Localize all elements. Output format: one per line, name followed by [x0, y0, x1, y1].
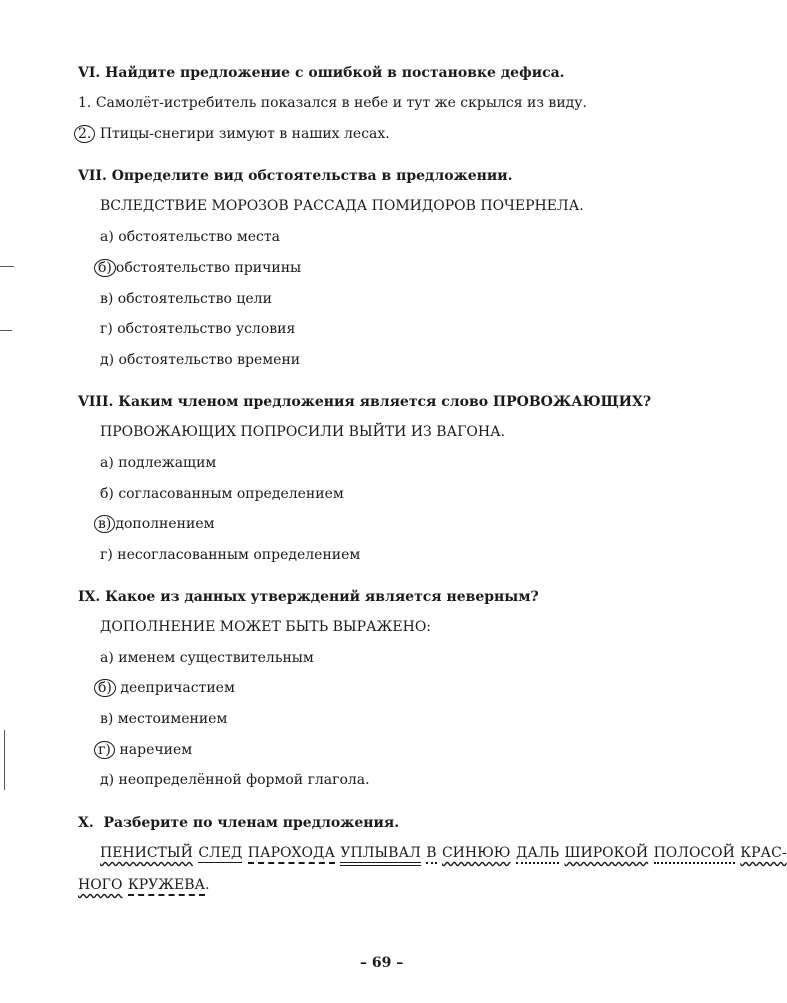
- answer-circle-mark: в): [94, 515, 115, 533]
- section-question: Каким членом предложения является слово ПРОВОЖАЮЩИХ?: [118, 394, 652, 410]
- section-number: VIII.: [78, 394, 114, 410]
- option: б) согласованным определением: [100, 486, 344, 502]
- parsed-sentence-line-1: [100, 844, 787, 862]
- section-question: Какое из данных утверждений является неверным?: [105, 589, 539, 605]
- section-number: IX.: [78, 589, 101, 605]
- attribute-word: КРАС-: [740, 845, 787, 861]
- option: в) обстоятельство цели: [100, 291, 272, 307]
- option: а) подлежащим: [100, 455, 217, 471]
- option: а) обстоятельство места: [100, 229, 280, 245]
- option: в) местоимением: [100, 711, 228, 727]
- adverbial-word: ПОЛОСОЙ: [654, 845, 735, 864]
- margin-tick: [0, 330, 12, 331]
- option-selected: б) обстоятельство причины: [94, 259, 301, 277]
- option-selected: б) деепричастием: [94, 679, 235, 697]
- section-number: X.: [78, 815, 94, 831]
- answer-circle-mark: г): [94, 741, 115, 759]
- section-number: VII.: [78, 168, 107, 184]
- example-sentence: ВСЛЕДСТВИЕ МОРОЗОВ РАССАДА ПОМИДОРОВ ПОЧЕРНЕЛА.: [100, 198, 584, 214]
- adverbial-word: ДАЛЬ: [516, 845, 559, 864]
- predicate-word: УПЛЫВАЛ: [340, 845, 420, 866]
- page-number: – 69 –: [360, 955, 404, 971]
- margin-bar: [4, 730, 5, 790]
- subject-word: СЛЕД: [198, 845, 243, 861]
- option: д) неопределённой формой глагола.: [100, 772, 370, 788]
- option: д) обстоятельство времени: [100, 352, 301, 368]
- answer-item: 1. Самолёт-истребитель показался в небе и тут же скрылся из виду.: [78, 95, 587, 111]
- option-selected: в) дополнением: [94, 515, 215, 533]
- example-sentence: ДОПОЛНЕНИЕ МОЖЕТ БЫТЬ ВЫРАЖЕНО:: [100, 619, 432, 635]
- section-7-title: [78, 167, 513, 185]
- attribute-word: ПЕНИСТЫЙ: [100, 845, 193, 861]
- section-question: Найдите предложение с ошибкой в постановке дефиса.: [105, 65, 565, 81]
- example-sentence: ПРОВОЖАЮЩИХ ПОПРОСИЛИ ВЫЙТИ ИЗ ВАГОНА.: [100, 424, 506, 440]
- attribute-word: СИНЮЮ: [441, 845, 511, 861]
- option: г) несогласованным определением: [100, 547, 361, 563]
- answer-circle-mark: б): [94, 679, 116, 697]
- attribute-word: ШИРОКОЙ: [564, 845, 649, 861]
- attribute-word: ПАРОХОДА: [248, 845, 335, 864]
- option-selected: г) наречием: [94, 741, 192, 759]
- margin-tick: [0, 266, 14, 267]
- attribute-word: НОГО: [78, 877, 123, 893]
- option: а) именем существительным: [100, 650, 314, 666]
- section-8-title: [78, 393, 651, 411]
- parsed-sentence-line-2: НОГО КРУЖЕВА.: [78, 876, 210, 894]
- section-question: Определите вид обстоятельства в предложении.: [111, 168, 513, 184]
- section-10-title: [78, 814, 399, 832]
- option: г) обстоятельство условия: [100, 321, 296, 337]
- adverbial-word: В: [426, 845, 436, 864]
- attribute-word: КРУЖЕВА: [128, 877, 205, 896]
- section-question: Разберите по членам предложения.: [103, 815, 400, 831]
- section-number: VI.: [78, 65, 101, 81]
- answer-item-selected: 2. Птицы-снегири зимуют в наших лесах.: [74, 125, 390, 143]
- section-6-title: [78, 64, 565, 82]
- answer-circle-mark: 2.: [74, 125, 95, 143]
- answer-circle-mark: б): [94, 259, 116, 277]
- section-9-title: [78, 588, 539, 606]
